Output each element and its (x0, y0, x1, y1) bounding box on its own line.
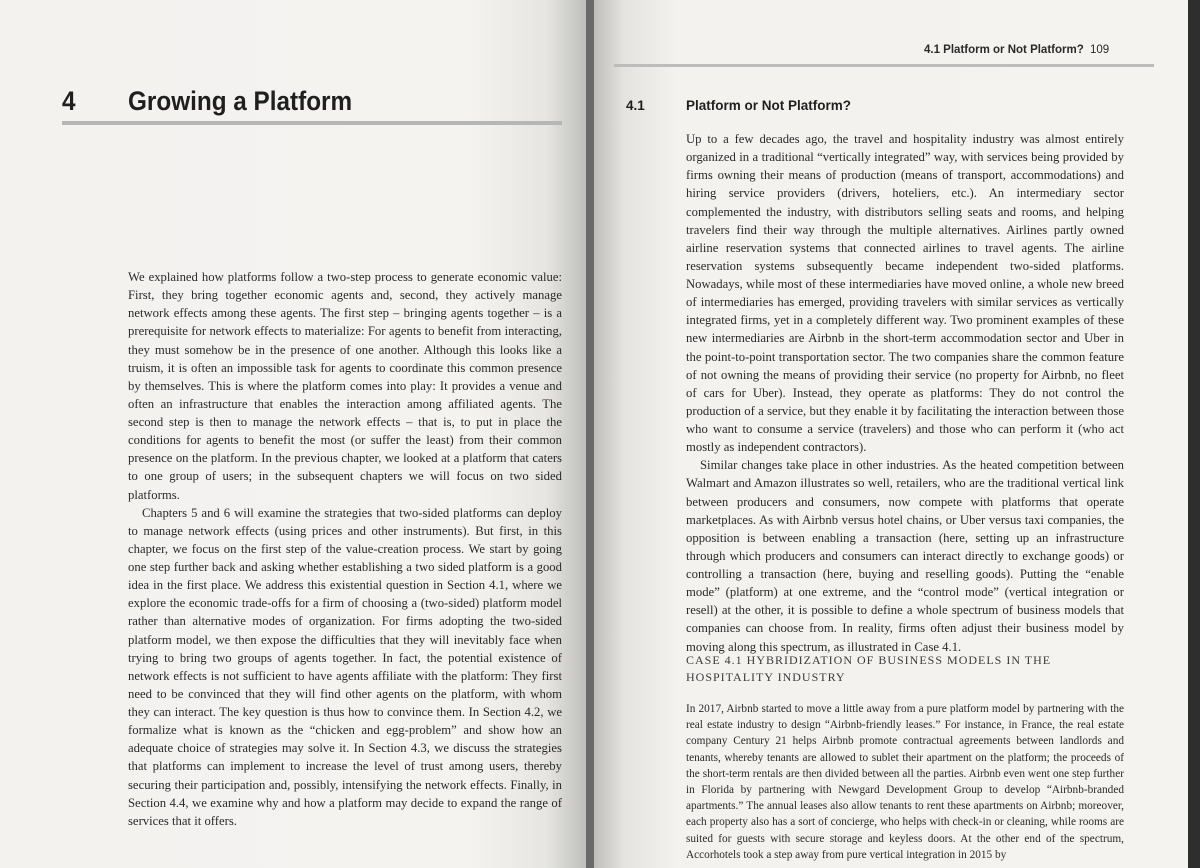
case-heading: CASE 4.1 HYBRIDIZATION OF BUSINESS MODELS IN THE HOSPITALITY INDUSTRY (686, 653, 1052, 684)
chapter-number: 4 (62, 86, 76, 116)
running-head (924, 44, 1110, 56)
left-page (0, 0, 588, 868)
right-paragraph-1: Up to a few decades ago, the travel and hospitality industry was almost entirely organized in a traditional “vertically integrated” way, with services being provided by firms owning their means of production (means of transport, accommodations) and hiring service providers (drivers, hoteliers, etc.). An intermediary sector complemented the industry, with distributors selling seats and rooms, and helping travelers find their way through the multiple alternatives. Airlines partly owned airline reservation systems that connected airlines to travel agents. The airline reservation systems subsequently became independent two-sided platforms. Nowadays, while most of these intermediaries have moved online, a whole new breed of intermediaries has emerged, providing travelers with similar services as vertically integrated firms, yet in a completely different way. Two prominent examples of these new intermediaries are Airbnb in the short-term accommodation sector and Uber in the point-to-point transportation sector. The two companies share the common feature of not owning the means of providing their service (no property for Airbnb, no fleet of cars for Uber). Instead, they operate as platforms: They do not control the production of a service, but they enable it by facilitating the interaction between those who want to consume a service (travelers) and those who can perform it (who act mostly as independent contractors). (686, 132, 1124, 455)
left-body-text (128, 268, 562, 830)
case-box (686, 701, 1124, 863)
section-title: Platform or Not Platform? (686, 98, 852, 113)
page-number: 109 (1090, 44, 1110, 56)
chapter-title: Growing a Platform (128, 86, 353, 116)
running-head-title: 4.1 Platform or Not Platform? (924, 44, 1084, 56)
case-paragraph: In 2017, Airbnb started to move a little away from a pure platform model by partnering with the real estate industry to design “Airbnb-friendly leases.” For instance, in France, the real estate company Century 21 helps Airbnb promote contractual agreements between landlords and tenants, whereby tenants are allowed to sublet their apartment on the platform; the proceeds of the short-term rentals are then divided between all the parties. Airbnb even went one step further in Florida by partnering with Newgard Development Group to develop “Airbnb-branded apartments.” The annual leases also allow tenants to rent these apartments on Airbnb; moreover, each property also has a sort of concierge, who helps with check-in or cleaning, while rooms are suited for guests with secure storage and keyless doors. At the other end of the spectrum, Accorhotels took a step away from pure vertical integration in 2015 by (686, 703, 1124, 861)
running-head-rule (614, 64, 1154, 67)
right-page (594, 0, 1188, 868)
chapter-heading-rule (62, 121, 562, 125)
left-paragraph-1: We explained how platforms follow a two-step process to generate economic value: First, they bring together economic agents and, second, they actively manage network effects among these agents. The first step – bringing agents together – is a prerequisite for network effects to materialize: For agents to benefit from interacting, they must somehow be in the presence of one another. Although this looks like a truism, it is often an impossible task for agents to coordinate this common presence by themselves. This is where the platform comes into play: It provides a venue and often an infrastructure that enables the interaction among affiliated agents. The second step is then to manage the network effects – that is, to put in place the conditions for agents to benefit the most (or suffer the least) from their common presence on the platform. In the previous chapter, we looked at a platform that caters to one group of users; in the subsequent chapters we will focus on two sided platforms. (128, 270, 562, 502)
left-paragraph-2: Chapters 5 and 6 will examine the strategies that two-sided platforms can deploy to manage network effects (using prices and other instruments). But first, in this chapter, we focus on the first step of the value-creation process. We start by going one step further back and asking whether establishing a two sided platform is a good idea in the first place. We address this existential question in Section 4.1, where we explore the economic trade-offs for a firm of choosing a (two-sided) platform model rather than alternative modes of organization. For firms adopting the two-sided platform model, we then expose the difficulties that they will inevitably face when trying to bring two groups of agents together. In fact, the potential existence of network effects is not sufficient to have agents affiliate with the platform: They first need to be convinced that they will find other agents on the platform, with whom they can interact. The key question is thus how to convince them. In Section 4.2, we formalize what is known as the “chicken and egg-problem” and show how an adequate choice of strategies may solve it. In Section 4.3, we discuss the strategies that platforms can implement to increase the level of trust among users, thereby securing their participation and, possibly, intensifying the network effects. Finally, in Section 4.4, we examine why and how a platform may decide to expand the range of services that it offers. (128, 505, 562, 828)
right-paragraph-2: Similar changes take place in other industries. As the heated competition between Walmart and Amazon illustrates so well, retailers, who are the traditional vertical link between producers and consumers, now compete with platforms that operate marketplaces. As with Airbnb versus hotel chains, or Uber versus taxi companies, the opposition is between enabling a transaction (here, setting up an infrastructure through which producers and consumers can interact directly to exchange goods) or controlling a transaction (here, buying and reselling goods). Putting the “enable mode” (platform) at one extreme, and the “control mode” (vertical integration or resell) at the other, it is possible to define a whole spectrum of business models that companies can choose from. In reality, firms often adjust their business model by moving along this spectrum, as illustrated in Case 4.1. (686, 458, 1124, 654)
section-number: 4.1 (626, 98, 645, 113)
page-edge (1188, 0, 1200, 868)
right-body-text (686, 130, 1124, 656)
